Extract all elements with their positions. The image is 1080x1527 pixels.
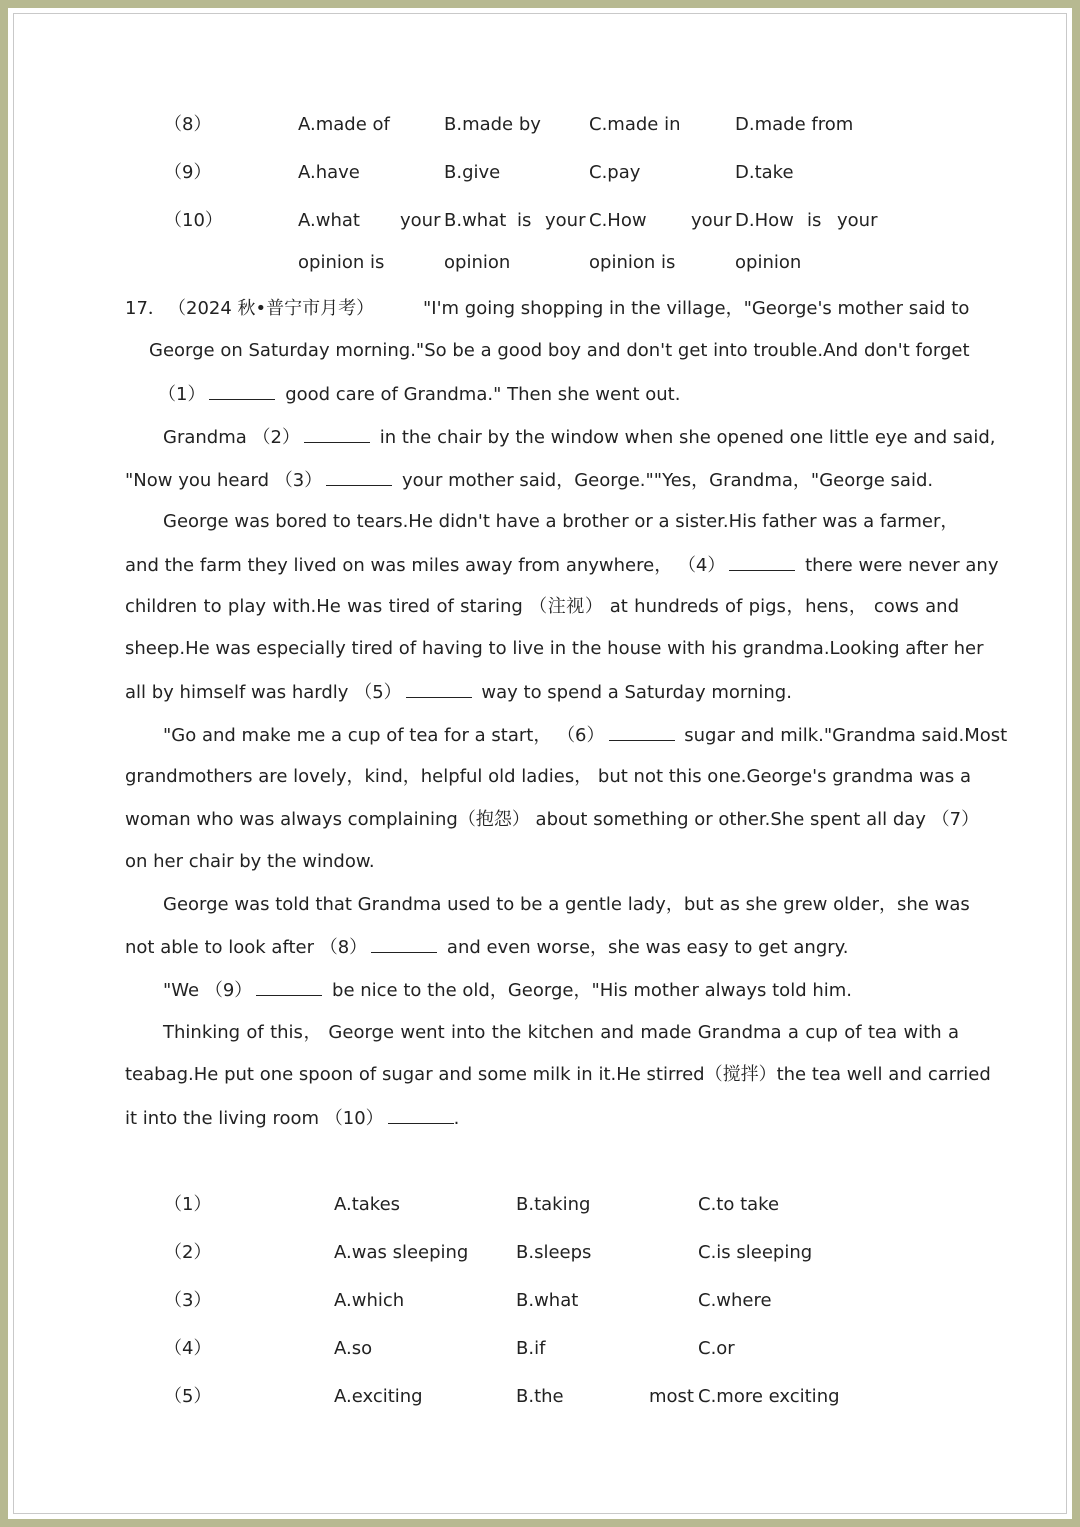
passage-line: George was told that Grandma used to be a gentle lady，but as she grew older，she was <box>163 894 970 915</box>
passage-line: Thinking of this， George went into the kitchen and made Grandma a cup of tea with a <box>163 1022 959 1043</box>
passage-line: George was bored to tears.He didn't have a brother or a sister.His father was a farmer， <box>163 511 959 532</box>
passage-line <box>125 1107 959 1130</box>
passage-text: and even worse，she was easy to get angry. <box>446 937 849 958</box>
passage-line: grandmothers are lovely，kind，helpful old ladies， but not this one.George's grandma was a <box>125 766 972 787</box>
option-a: A.takes <box>334 1194 401 1215</box>
answer-blank[interactable] <box>256 979 322 996</box>
blank-number: （10） <box>324 1108 384 1129</box>
passage-line <box>125 681 959 704</box>
passage-text: there were never any <box>805 555 999 576</box>
passage-line: children to play with.He was tired of staring （注视） at hundreds of pigs，hens， cows and <box>125 596 959 617</box>
option-a: A.made of <box>298 114 390 135</box>
passage-text: your mother said，George.""Yes，Grandma，"George said. <box>401 470 934 491</box>
blank-number: （5） <box>354 682 402 703</box>
option-b-word2: is <box>517 210 532 231</box>
blank-number: （8） <box>319 937 368 958</box>
option-number: （2） <box>164 1242 212 1263</box>
option-c: C.made in <box>589 114 681 135</box>
passage-line <box>163 426 996 449</box>
option-c-word2: your <box>691 210 732 231</box>
option-c: C.or <box>698 1338 735 1359</box>
passage-text: it into the living room <box>125 1108 320 1129</box>
passage-line: "I'm going shopping in the village，"George's mother said to <box>423 298 970 319</box>
option-c: C.more exciting <box>698 1386 840 1407</box>
option-number: （5） <box>164 1386 212 1407</box>
passage-text: . <box>453 1108 460 1129</box>
option-a: A.was sleeping <box>334 1242 469 1263</box>
blank-number: （6） <box>557 725 605 746</box>
passage-line <box>163 979 963 1002</box>
option-c: C.where <box>698 1290 772 1311</box>
option-number: （1） <box>164 1194 212 1215</box>
passage-line <box>125 469 959 492</box>
option-c: C.pay <box>589 162 641 183</box>
answer-blank[interactable] <box>326 469 392 486</box>
passage-text: not able to look after <box>125 937 314 958</box>
option-number: （4） <box>164 1338 212 1359</box>
blank-number: （1） <box>158 384 206 405</box>
blank-number: （9） <box>204 980 253 1001</box>
option-a: A.which <box>334 1290 405 1311</box>
option-c: C.to take <box>698 1194 780 1215</box>
answer-blank[interactable] <box>609 724 675 741</box>
blank-number: （2） <box>252 427 300 448</box>
blank-number: （3） <box>274 470 323 491</box>
passage-text: good care of Grandma." Then she went out. <box>285 384 681 405</box>
option-a: A.exciting <box>334 1386 423 1407</box>
passage-text: "We <box>163 980 200 1001</box>
answer-blank[interactable] <box>729 554 795 571</box>
question-number: 17． <box>125 298 166 319</box>
option-b: B.give <box>444 162 501 183</box>
option-d-line2: opinion <box>735 252 802 273</box>
option-b: B.sleeps <box>516 1242 592 1263</box>
passage-line: George on Saturday morning."So be a good boy and don't get into trouble.And don't forget <box>149 340 970 361</box>
passage-text: in the chair by the window when she opened one little eye and said, <box>379 427 996 448</box>
passage-line <box>163 724 1008 747</box>
passage-text: Grandma <box>163 427 247 448</box>
option-b: B.if <box>516 1338 546 1359</box>
option-d-word2: is <box>807 210 822 231</box>
answer-blank[interactable] <box>209 383 275 400</box>
worksheet-page <box>8 8 1072 1519</box>
option-b-word2: most <box>649 1386 694 1407</box>
passage-line: sheep.He was especially tired of having to live in the house with his grandma.Looking after her <box>125 638 984 659</box>
option-d-word3: your <box>837 210 878 231</box>
answer-blank[interactable] <box>304 426 370 443</box>
answer-blank[interactable] <box>371 936 437 953</box>
passage-line <box>158 383 958 406</box>
question-source: （2024 秋•普宁市月考） <box>168 298 375 319</box>
option-d: D.made from <box>735 114 854 135</box>
passage-text: be nice to the old，George，"His mother always told him. <box>332 980 853 1001</box>
passage-line: woman who was always complaining（抱怨） about something or other.She spent all day （7） <box>125 809 980 830</box>
passage-line: teabag.He put one spoon of sugar and some milk in it.He stirred（搅拌）the tea well and carried <box>125 1064 991 1085</box>
option-b-word1: B.the <box>516 1386 564 1407</box>
option-b-line2: opinion <box>444 252 511 273</box>
passage-text: all by himself was hardly <box>125 682 349 703</box>
option-b: B.made by <box>444 114 541 135</box>
answer-blank[interactable] <box>388 1107 454 1124</box>
passage-line <box>125 554 999 577</box>
passage-line <box>125 936 959 959</box>
option-c-line2: opinion is <box>589 252 676 273</box>
option-a-word2: your <box>400 210 441 231</box>
passage-text: sugar and milk."Grandma said.Most <box>684 725 1008 746</box>
option-number: （9） <box>164 162 212 183</box>
option-a-line2: opinion is <box>298 252 385 273</box>
option-number: （8） <box>164 114 212 135</box>
page-border <box>13 13 1067 1514</box>
option-b-word3: your <box>545 210 586 231</box>
answer-blank[interactable] <box>406 681 472 698</box>
passage-text: and the farm they lived on was miles away from anywhere， <box>125 555 673 576</box>
option-c: C.is sleeping <box>698 1242 813 1263</box>
passage-text: "Now you heard <box>125 470 270 491</box>
option-a: A.so <box>334 1338 373 1359</box>
option-c-word1: C.How <box>589 210 647 231</box>
option-a: A.have <box>298 162 360 183</box>
option-d-word1: D.How <box>735 210 794 231</box>
option-d: D.take <box>735 162 794 183</box>
option-b: B.taking <box>516 1194 591 1215</box>
passage-text: "Go and make me a cup of tea for a start， <box>163 725 552 746</box>
passage-line: on her chair by the window. <box>125 851 375 872</box>
blank-number: （4） <box>677 555 726 576</box>
option-number: （10） <box>164 210 223 231</box>
option-b-word1: B.what <box>444 210 507 231</box>
option-number: （3） <box>164 1290 212 1311</box>
option-b: B.what <box>516 1290 579 1311</box>
passage-text: way to spend a Saturday morning. <box>481 682 792 703</box>
option-a-word1: A.what <box>298 210 360 231</box>
